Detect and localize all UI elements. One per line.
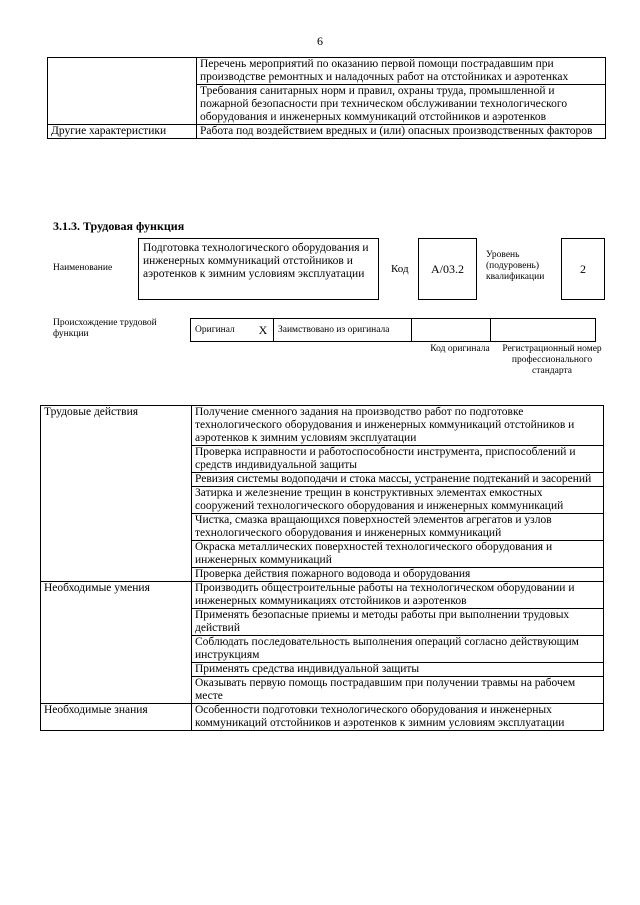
borrowed-label: Заимствовано из оригинала: [274, 319, 412, 342]
table-cell: Соблюдать последовательность выполнения операций согласно действующим инструкциям: [192, 636, 604, 663]
function-name-box: Подготовка технологического оборудования и инженерных коммуникаций отстойников и аэротенков к зимним условиям эксплуатации: [138, 238, 379, 300]
table-cell: Получение сменного задания на производство работ по подготовке технологического оборудования и инженерных коммуникаций отстойников и аэротенков к зимним условиям эксплуатации: [192, 406, 604, 446]
caption-code-original: Код оригинала: [430, 344, 490, 354]
table-cell: Требования санитарных норм и правил, охраны труда, промышленной и пожарной безопасности при техническом обслуживании технологического оборудования и инженерных коммуникаций отстойников и аэротенков: [197, 85, 606, 125]
original-label: Оригинал: [191, 319, 254, 342]
table-row: [191, 319, 596, 342]
table-row: [48, 58, 606, 85]
table-cell: Ревизия системы водоподачи и стока массы, устранение подтеканий и засорений: [192, 473, 604, 487]
section-title: 3.1.3. Трудовая функция: [53, 219, 185, 233]
table-cell: Производить общестроительные работы на технологическом оборудовании и инженерных коммуникациях отстойников и аэротенков: [192, 582, 604, 609]
row-label: Необходимые знания: [41, 704, 192, 731]
page-number: 6: [317, 34, 323, 48]
row-label: Необходимые умения: [41, 582, 192, 704]
table-cell: Затирка и железнение трещин в конструктивных элементах емкостных сооружений технологического оборудования и инженерных коммуникаций: [192, 487, 604, 514]
table-cell: Проверка действия пожарного водовода и оборудования: [192, 568, 604, 582]
row-label: [48, 58, 197, 125]
main-table: [40, 405, 604, 731]
code-label: Код: [391, 263, 409, 275]
table-cell: Работа под воздействием вредных и (или) опасных производственных факторов: [197, 125, 606, 139]
level-value-box: 2: [561, 238, 605, 300]
table-cell: Окраска металлических поверхностей технологического оборудования и инженерных коммуникаций: [192, 541, 604, 568]
table-cell: Применять средства индивидуальной защиты: [192, 663, 604, 677]
table-cell: Оказывать первую помощь пострадавшим при получении травмы на рабочем месте: [192, 677, 604, 704]
table-cell: Применять безопасные приемы и методы работы при выполнении трудовых действий: [192, 609, 604, 636]
name-label: Наименование: [53, 263, 113, 273]
table-row: [48, 125, 606, 139]
row-label: Трудовые действия: [41, 406, 192, 582]
reg-number-cell: [491, 319, 596, 342]
table-cell: Перечень мероприятий по оказанию первой помощи пострадавшим при производстве ремонтных и наладочных работ на отстойниках и аэротенках: [197, 58, 606, 85]
origin-table: [190, 318, 596, 342]
caption-reg-number: Регистрационный номер профессионального стандарта: [502, 344, 602, 376]
top-table: [47, 57, 606, 139]
row-label: Другие характеристики: [48, 125, 197, 139]
table-row: [41, 582, 604, 609]
level-label: Уровень (подуровень) квалификации: [486, 250, 545, 282]
table-cell: Чистка, смазка вращающихся поверхностей элементов агрегатов и узлов технологического оборудования и инженерных коммуникаций: [192, 514, 604, 541]
table-cell: Особенности подготовки технологического оборудования и инженерных коммуникаций отстойников и аэротенков к зимним условиям эксплуатации: [192, 704, 604, 731]
table-cell: Проверка исправности и работоспособности инструмента, приспособлений и средств индивидуальной защиты: [192, 446, 604, 473]
original-mark: X: [253, 319, 274, 342]
table-row: [41, 704, 604, 731]
code-value-box: А/03.2: [418, 238, 477, 300]
table-row: [41, 406, 604, 446]
origin-label: Происхождение трудовой функции: [53, 318, 157, 339]
code-original-cell: [412, 319, 491, 342]
